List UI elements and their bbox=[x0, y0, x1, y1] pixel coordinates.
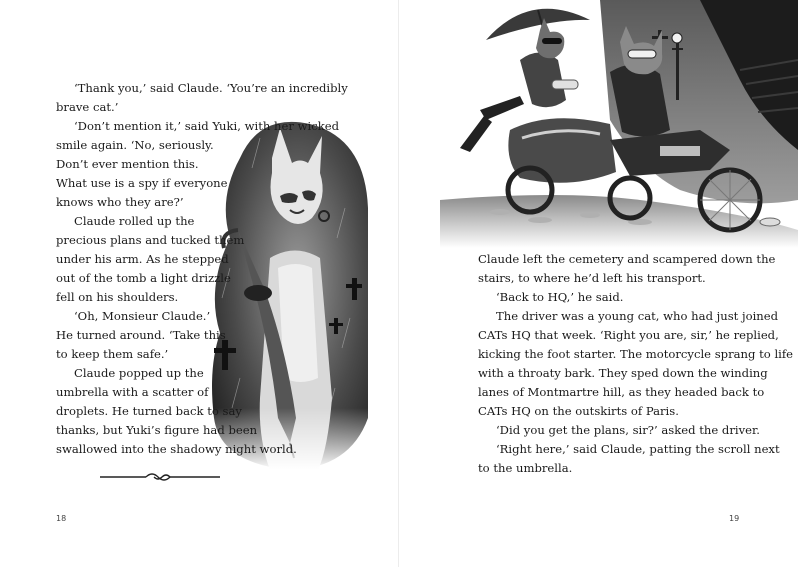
text-line: The driver was a young cat, who had just joined bbox=[496, 309, 779, 323]
text-line: ‘Don’t mention it,’ said Yuki, with her wicked bbox=[74, 119, 340, 133]
text-line: CATs HQ that week. ‘Right you are, sir,’ he replied, bbox=[478, 328, 779, 342]
page-number: 19 bbox=[729, 514, 740, 523]
text-line: to the umbrella. bbox=[478, 461, 573, 475]
text-line: thanks, but Yuki’s figure had been bbox=[56, 423, 258, 437]
text-line: Don’t ever mention this. bbox=[56, 157, 199, 171]
page-number: 18 bbox=[56, 514, 67, 523]
text-line: knows who they are?’ bbox=[56, 195, 184, 209]
text-line: He turned around. ‘Take this bbox=[56, 328, 226, 342]
text-line: to keep them safe.’ bbox=[56, 347, 169, 361]
text-line: out of the tomb a light drizzle bbox=[56, 271, 231, 285]
text-line: kicking the foot starter. The motorcycle sprang to life bbox=[478, 347, 794, 361]
text-line: Claude rolled up the bbox=[74, 214, 195, 228]
section-divider-ornament bbox=[100, 470, 220, 484]
text-line: under his arm. As he stepped bbox=[56, 252, 229, 266]
text-line: What use is a spy if everyone bbox=[56, 176, 228, 190]
text-line: ‘Right here,’ said Claude, patting the scroll next bbox=[496, 442, 780, 456]
text-line: precious plans and tucked them bbox=[56, 233, 245, 247]
motorcycle-illustration bbox=[440, 0, 798, 248]
text-line: smile again. ‘No, seriously. bbox=[56, 138, 214, 152]
text-line: ‘Back to HQ,’ he said. bbox=[496, 290, 624, 304]
text-line: droplets. He turned back to say bbox=[56, 404, 242, 418]
text-line: lanes of Montmartre hill, as they headed back to bbox=[478, 385, 765, 399]
text-line: with a throaty bark. They sped down the winding bbox=[478, 366, 768, 380]
text-line: ‘Did you get the plans, sir?’ asked the driver. bbox=[496, 423, 760, 437]
text-line: stairs, to where he’d left his transport. bbox=[478, 271, 706, 285]
text-line: ‘Oh, Monsieur Claude.’ bbox=[74, 309, 211, 323]
text-line: fell on his shoulders. bbox=[56, 290, 179, 304]
text-line: CATs HQ on the outskirts of Paris. bbox=[478, 404, 679, 418]
text-line: umbrella with a scatter of bbox=[56, 385, 209, 399]
text-line: swallowed into the shadowy night world. bbox=[56, 442, 297, 456]
text-line: Claude popped up the bbox=[74, 366, 204, 380]
text-line: brave cat.’ bbox=[56, 100, 119, 114]
text-line: Claude left the cemetery and scampered down the bbox=[478, 252, 776, 266]
text-line: ‘Thank you,’ said Claude. ‘You’re an incredibly bbox=[74, 81, 348, 95]
